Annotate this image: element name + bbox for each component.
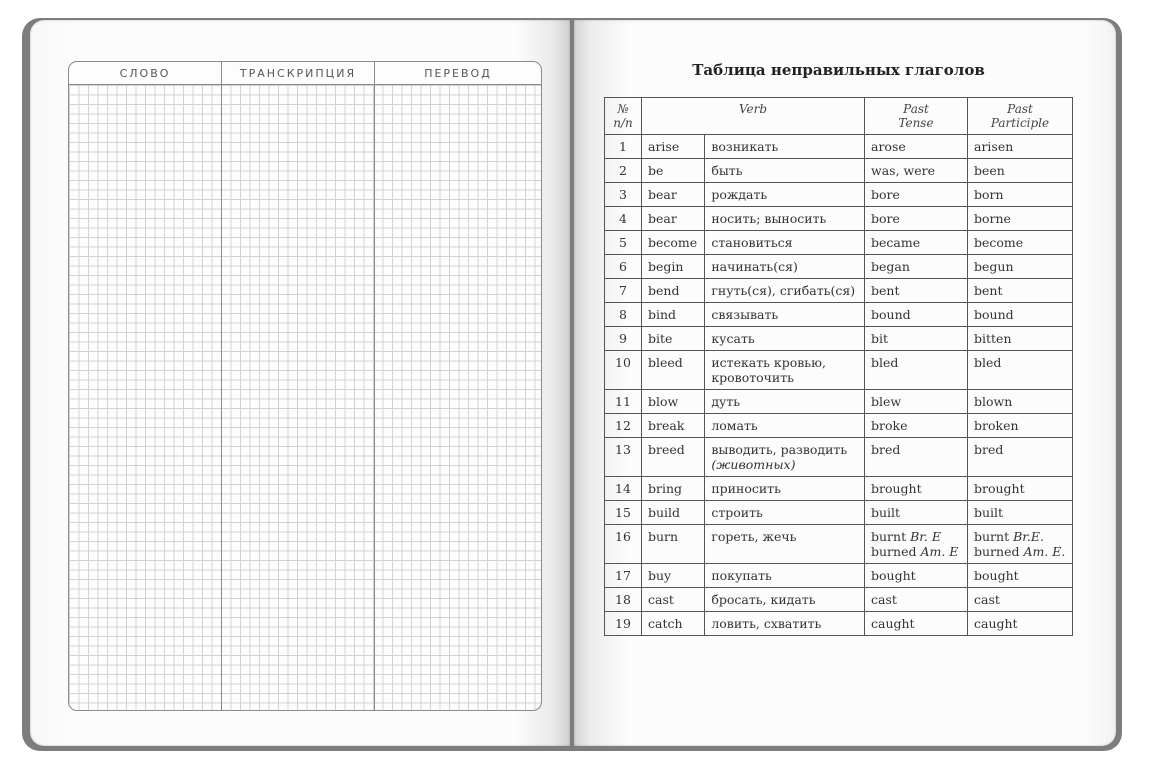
past-participle-cell xyxy=(968,255,1073,279)
past-tense-text: built xyxy=(871,505,901,520)
verb-text: build xyxy=(648,505,681,520)
translation-text: начинать(ся) xyxy=(711,259,798,274)
past-tense-text: bred xyxy=(871,442,901,457)
verb-text: buy xyxy=(648,568,672,583)
verb-text: bend xyxy=(648,283,680,298)
translation-text: покупать xyxy=(711,568,772,583)
verb-cell xyxy=(642,231,705,255)
row-number xyxy=(605,207,642,231)
translation-cell xyxy=(705,588,865,612)
row-number xyxy=(605,390,642,414)
header-past-tense xyxy=(865,98,968,135)
row-number xyxy=(605,612,642,636)
verb-cell xyxy=(642,564,705,588)
verb-text: bite xyxy=(648,331,673,346)
grid-header xyxy=(69,62,541,85)
table-row xyxy=(605,159,1073,183)
translation-cell xyxy=(705,183,865,207)
table-row xyxy=(605,525,1073,564)
column-word-label: СЛОВО xyxy=(69,62,222,84)
past-tense-text: bore xyxy=(871,211,900,226)
past-participle-cell xyxy=(968,477,1073,501)
verb-text: bear xyxy=(648,187,677,202)
participle-text: bent xyxy=(974,283,1003,298)
verb-text: begin xyxy=(648,259,684,274)
header-past-tense-line2: Tense xyxy=(898,116,934,130)
translation-text: выводить, разводить xyxy=(711,442,848,457)
past-participle-cell xyxy=(968,438,1073,477)
translation-cell xyxy=(705,159,865,183)
header-past-tense-line1: Past xyxy=(903,102,929,116)
past-tense-cell xyxy=(865,390,968,414)
table-row xyxy=(605,279,1073,303)
verb-text: blow xyxy=(648,394,679,409)
row-number-text: 6 xyxy=(619,259,627,274)
translation-text: приносить xyxy=(711,481,781,496)
past-tense-cell xyxy=(865,255,968,279)
past-tense-cell xyxy=(865,279,968,303)
header-past-participle xyxy=(968,98,1073,135)
page-title: Таблица неправильных глаголов xyxy=(692,61,985,79)
table-row xyxy=(605,414,1073,438)
table-row xyxy=(605,612,1073,636)
row-number-text: 11 xyxy=(615,394,631,409)
past-tense-cell xyxy=(865,231,968,255)
row-number-text: 4 xyxy=(619,211,627,226)
past-participle-cell xyxy=(968,279,1073,303)
column-divider xyxy=(221,85,222,710)
past-tense-text: bought xyxy=(871,568,916,583)
translation-cell xyxy=(705,327,865,351)
translation-cell xyxy=(705,612,865,636)
past-participle-cell xyxy=(968,612,1073,636)
header-past-participle-line1: Past xyxy=(1007,102,1033,116)
translation-text: ловить, схватить xyxy=(711,616,822,631)
table-body xyxy=(605,135,1073,636)
translation-cell xyxy=(705,303,865,327)
table-row xyxy=(605,327,1073,351)
translation-cell xyxy=(705,414,865,438)
participle-text: bound xyxy=(974,307,1014,322)
verb-cell xyxy=(642,525,705,564)
past-participle-cell xyxy=(968,351,1073,390)
verb-text: burn xyxy=(648,529,679,544)
past-participle-cell xyxy=(968,588,1073,612)
past-participle-cell xyxy=(968,183,1073,207)
past-participle-cell xyxy=(968,390,1073,414)
verb-cell xyxy=(642,477,705,501)
past-tense-note: Br. E xyxy=(910,529,941,544)
translation-text: истекать кровью, xyxy=(711,355,826,370)
past-participle-cell xyxy=(968,564,1073,588)
verb-cell xyxy=(642,438,705,477)
row-number-text: 18 xyxy=(615,592,631,607)
participle-text: arisen xyxy=(974,139,1014,154)
translation-cell xyxy=(705,477,865,501)
translation-text: дуть xyxy=(711,394,741,409)
row-number-text: 5 xyxy=(619,235,627,250)
column-translation-label: ПЕРЕВОД xyxy=(424,66,492,80)
row-number xyxy=(605,525,642,564)
past-tense-cell xyxy=(865,183,968,207)
verb-cell xyxy=(642,255,705,279)
row-number xyxy=(605,438,642,477)
translation-text: кусать xyxy=(711,331,755,346)
verb-text: cast xyxy=(648,592,674,607)
verb-cell xyxy=(642,183,705,207)
past-participle-cell xyxy=(968,501,1073,525)
row-number xyxy=(605,351,642,390)
verb-cell xyxy=(642,501,705,525)
past-participle-cell xyxy=(968,135,1073,159)
column-divider xyxy=(374,85,375,710)
row-number xyxy=(605,588,642,612)
past-participle-cell xyxy=(968,303,1073,327)
row-number-text: 15 xyxy=(615,505,631,520)
translation-text: ломать xyxy=(711,418,758,433)
header-verb: Verb xyxy=(642,98,865,135)
row-number xyxy=(605,303,642,327)
row-number xyxy=(605,414,642,438)
participle-text: born xyxy=(974,187,1004,202)
past-tense-text: broke xyxy=(871,418,908,433)
participle-text: begun xyxy=(974,259,1014,274)
translation-text: возникать xyxy=(711,139,779,154)
translation-cell xyxy=(705,564,865,588)
verb-text: break xyxy=(648,418,685,433)
row-number-text: 3 xyxy=(619,187,627,202)
verb-text: bleed xyxy=(648,355,683,370)
vocabulary-grid xyxy=(68,61,542,711)
past-tense-cell xyxy=(865,207,968,231)
past-tense-text: cast xyxy=(871,592,897,607)
table-row xyxy=(605,477,1073,501)
row-number-text: 7 xyxy=(619,283,627,298)
past-tense-cell xyxy=(865,303,968,327)
verb-cell xyxy=(642,588,705,612)
table-row xyxy=(605,231,1073,255)
table-header-row xyxy=(605,98,1073,135)
past-tense-cell xyxy=(865,135,968,159)
participle-text: been xyxy=(974,163,1005,178)
translation-text: строить xyxy=(711,505,763,520)
header-past-participle-line2: Participle xyxy=(990,116,1050,130)
row-number xyxy=(605,564,642,588)
participle-text: brought xyxy=(974,481,1025,496)
verb-cell xyxy=(642,303,705,327)
participle-text-2: burned xyxy=(974,544,1020,559)
translation-cell xyxy=(705,501,865,525)
row-number-text: 17 xyxy=(615,568,631,583)
table-row xyxy=(605,390,1073,414)
translation-text: рождать xyxy=(711,187,768,202)
row-number-text: 13 xyxy=(615,442,631,457)
table-row xyxy=(605,255,1073,279)
past-tense-text: burnt xyxy=(871,529,907,544)
verb-cell xyxy=(642,207,705,231)
header-number-line1: № xyxy=(617,102,629,116)
translation-cell xyxy=(705,279,865,303)
row-number-text: 10 xyxy=(615,355,631,370)
header-number xyxy=(605,98,642,135)
past-tense-cell xyxy=(865,438,968,477)
table-row xyxy=(605,207,1073,231)
past-tense-cell xyxy=(865,612,968,636)
translation-text: носить; выносить xyxy=(711,211,827,226)
translation-text-2: кровоточить xyxy=(711,370,794,385)
verb-cell xyxy=(642,414,705,438)
row-number xyxy=(605,255,642,279)
past-tense-cell xyxy=(865,351,968,390)
verb-cell xyxy=(642,612,705,636)
past-participle-cell xyxy=(968,231,1073,255)
past-tense-text: became xyxy=(871,235,921,250)
past-tense-text: bound xyxy=(871,307,911,322)
row-number-text: 2 xyxy=(619,163,627,178)
translation-cell xyxy=(705,231,865,255)
past-tense-text: was, were xyxy=(871,163,935,178)
past-participle-cell xyxy=(968,525,1073,564)
translation-cell xyxy=(705,135,865,159)
translation-text: становиться xyxy=(711,235,793,250)
row-number xyxy=(605,327,642,351)
verb-cell xyxy=(642,390,705,414)
row-number xyxy=(605,183,642,207)
verb-text: arise xyxy=(648,139,680,154)
verb-text: bear xyxy=(648,211,677,226)
past-tense-text: bent xyxy=(871,283,900,298)
translation-text: быть xyxy=(711,163,743,178)
row-number-text: 9 xyxy=(619,331,627,346)
past-tense-text: bit xyxy=(871,331,889,346)
verb-cell xyxy=(642,159,705,183)
row-number xyxy=(605,231,642,255)
verb-cell xyxy=(642,279,705,303)
past-participle-cell xyxy=(968,207,1073,231)
row-number-text: 16 xyxy=(615,529,631,544)
past-tense-text: caught xyxy=(871,616,915,631)
row-number xyxy=(605,135,642,159)
past-tense-cell xyxy=(865,159,968,183)
past-tense-cell xyxy=(865,525,968,564)
past-participle-cell xyxy=(968,327,1073,351)
grid-writing-area[interactable] xyxy=(69,85,541,710)
past-tense-note-2: Am. E xyxy=(920,544,959,559)
translation-cell xyxy=(705,525,865,564)
translation-cell xyxy=(705,207,865,231)
translation-text: гореть, жечь xyxy=(711,529,797,544)
participle-text: cast xyxy=(974,592,1000,607)
verb-text: catch xyxy=(648,616,683,631)
past-tense-text: blew xyxy=(871,394,902,409)
verb-text: breed xyxy=(648,442,685,457)
past-tense-text: arose xyxy=(871,139,906,154)
column-transcription-label: ТРАНСКРИПЦИЯ xyxy=(222,62,375,84)
verb-cell xyxy=(642,351,705,390)
table-row xyxy=(605,183,1073,207)
past-participle-cell xyxy=(968,159,1073,183)
irregular-verbs-table xyxy=(604,97,1073,636)
table-row xyxy=(605,564,1073,588)
row-number xyxy=(605,159,642,183)
participle-text: caught xyxy=(974,616,1018,631)
past-tense-text: bore xyxy=(871,187,900,202)
table-row xyxy=(605,303,1073,327)
participle-text: borne xyxy=(974,211,1011,226)
table-row xyxy=(605,135,1073,159)
verb-text: bring xyxy=(648,481,683,496)
row-number-text: 12 xyxy=(615,418,631,433)
participle-note: Br.E. xyxy=(1013,529,1044,544)
row-number-text: 8 xyxy=(619,307,627,322)
row-number xyxy=(605,501,642,525)
row-number-text: 14 xyxy=(615,481,631,496)
row-number-text: 19 xyxy=(615,616,631,631)
translation-text: бросать, кидать xyxy=(711,592,816,607)
translation-cell xyxy=(705,255,865,279)
verb-cell xyxy=(642,135,705,159)
participle-note-2: Am. E. xyxy=(1023,544,1066,559)
translation-cell xyxy=(705,390,865,414)
past-tense-text-2: burned xyxy=(871,544,917,559)
participle-text: bled xyxy=(974,355,1002,370)
past-tense-cell xyxy=(865,564,968,588)
table-row xyxy=(605,351,1073,390)
past-tense-text: began xyxy=(871,259,910,274)
translation-text: связывать xyxy=(711,307,779,322)
past-tense-cell xyxy=(865,414,968,438)
verb-text: bind xyxy=(648,307,677,322)
participle-text: bitten xyxy=(974,331,1012,346)
table-row xyxy=(605,588,1073,612)
translation-text-2: (животных) xyxy=(711,457,796,472)
past-participle-cell xyxy=(968,414,1073,438)
participle-text: become xyxy=(974,235,1024,250)
row-number xyxy=(605,279,642,303)
participle-text: bought xyxy=(974,568,1019,583)
participle-text: blown xyxy=(974,394,1013,409)
verb-text: be xyxy=(648,163,664,178)
past-tense-cell xyxy=(865,327,968,351)
row-number-text: 1 xyxy=(619,139,627,154)
table-row xyxy=(605,438,1073,477)
verb-text: become xyxy=(648,235,698,250)
participle-text: built xyxy=(974,505,1004,520)
past-tense-cell xyxy=(865,588,968,612)
past-tense-text: brought xyxy=(871,481,922,496)
participle-text: burnt xyxy=(974,529,1010,544)
header-number-line2: n/n xyxy=(613,116,633,130)
table-row xyxy=(605,501,1073,525)
verb-cell xyxy=(642,327,705,351)
translation-cell xyxy=(705,351,865,390)
past-tense-text: bled xyxy=(871,355,899,370)
row-number xyxy=(605,477,642,501)
translation-cell xyxy=(705,438,865,477)
past-tense-cell xyxy=(865,477,968,501)
participle-text: broken xyxy=(974,418,1019,433)
participle-text: bred xyxy=(974,442,1004,457)
past-tense-cell xyxy=(865,501,968,525)
translation-text: гнуть(ся), сгибать(ся) xyxy=(711,283,856,298)
